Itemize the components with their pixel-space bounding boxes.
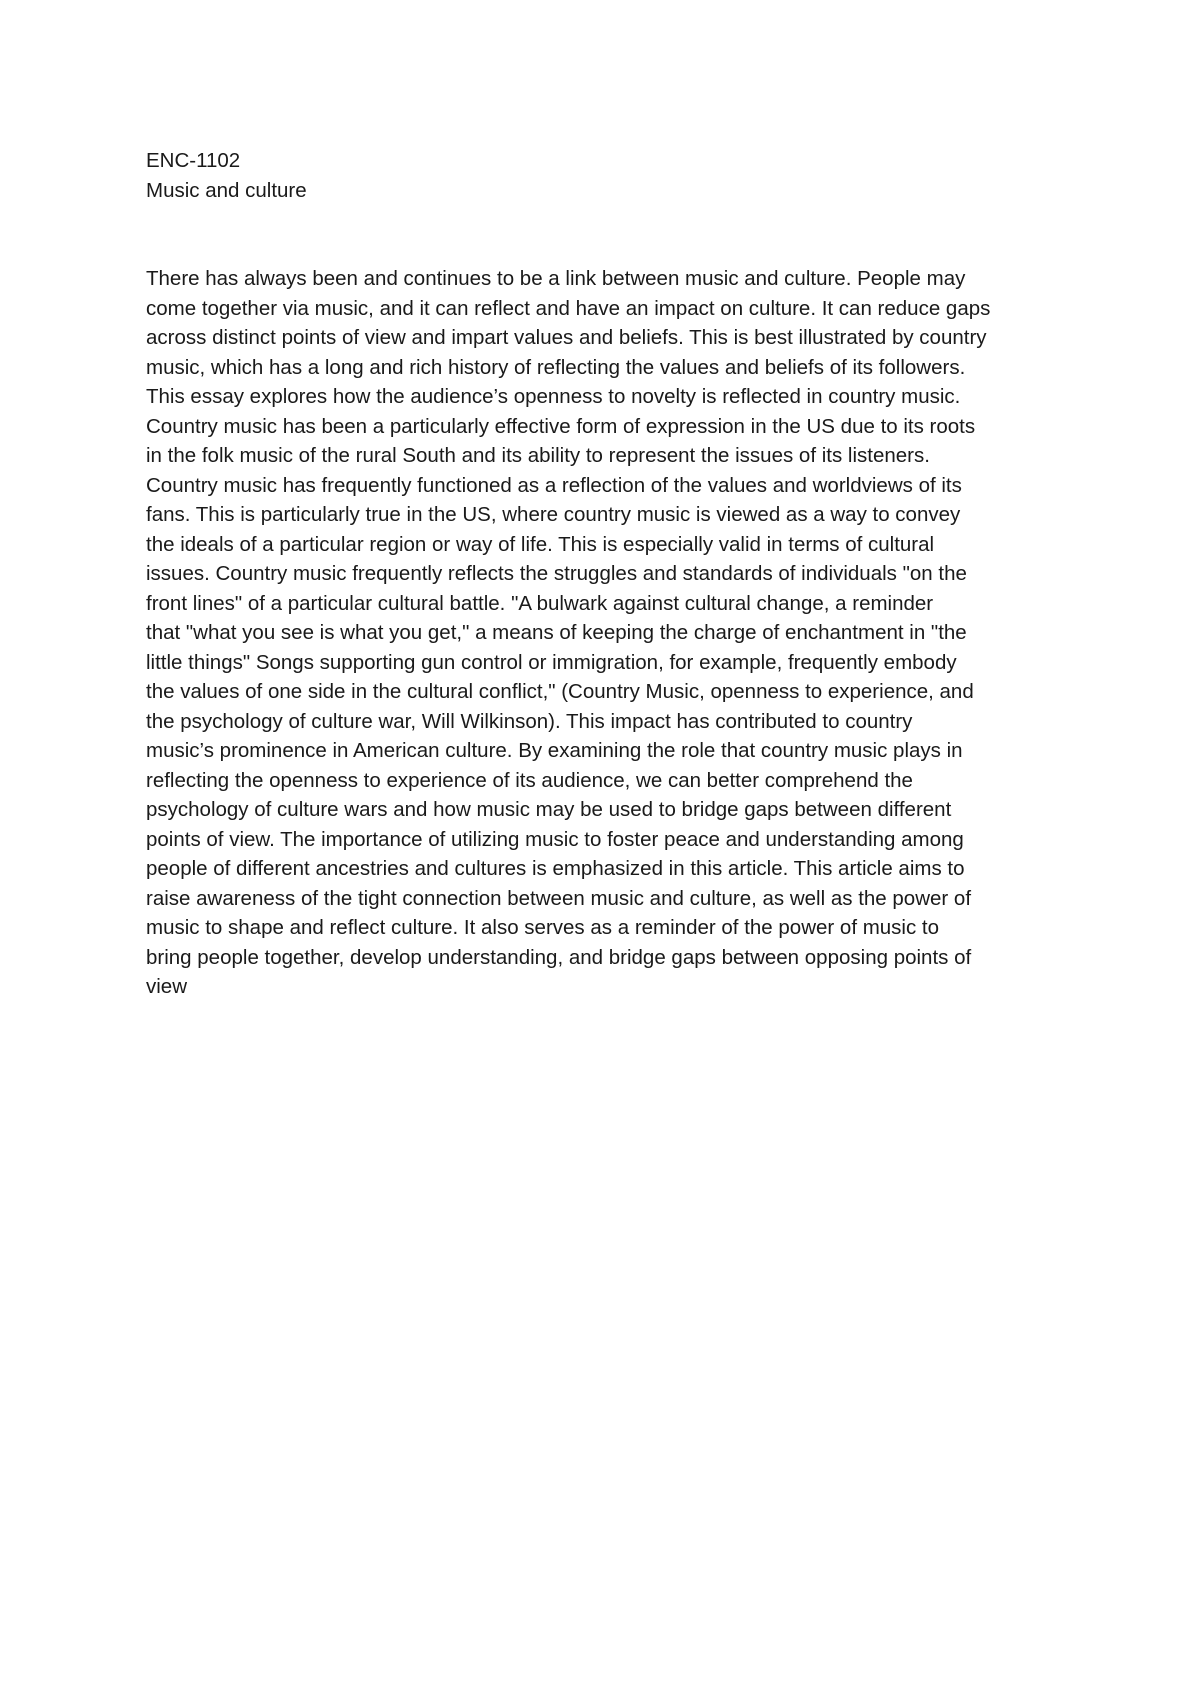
body-line: music’s prominence in American culture. By examining the role that country music plays in	[146, 739, 963, 762]
body-line: people of different ancestries and cultures is emphasized in this article. This article aims to	[146, 857, 965, 880]
body-line: come together via music, and it can reflect and have an impact on culture. It can reduce gaps	[146, 296, 991, 320]
body-line: There has always been and continues to be a link between music and culture. People may	[146, 267, 966, 290]
body-line: Country music has frequently functioned as a reflection of the values and worldviews of its	[146, 473, 962, 497]
spacer	[146, 205, 1066, 264]
body-line: psychology of culture wars and how music may be used to bridge gaps between different	[146, 798, 952, 821]
body-line: bring people together, develop understanding, and bridge gaps between opposing points of	[146, 945, 972, 969]
body-line: issues. Country music frequently reflects the struggles and standards of individuals "on the	[146, 562, 967, 585]
course-code: ENC-1102	[146, 149, 241, 172]
body-line: reflecting the openness to experience of its audience, we can better comprehend the	[146, 768, 913, 792]
body-line: view	[146, 975, 188, 998]
body-line: points of view. The importance of utilizing music to foster peace and understanding among	[146, 827, 964, 851]
body-line: the values of one side in the cultural conflict," (Country Music, openness to experience, and	[146, 680, 974, 703]
body-line: Country music has been a particularly effective form of expression in the US due to its roots	[146, 414, 976, 438]
body-line: fans. This is particularly true in the US, where country music is viewed as a way to convey	[146, 503, 961, 526]
document-content	[146, 146, 1066, 1002]
body-line: little things" Songs supporting gun control or immigration, for example, frequently embody	[146, 650, 957, 674]
body-line: in the folk music of the rural South and its ability to represent the issues of its listeners.	[146, 444, 930, 467]
body-line: front lines" of a particular cultural battle. "A bulwark against cultural change, a reminder	[146, 591, 934, 615]
body-line: that "what you see is what you get," a means of keeping the charge of enchantment in "the	[146, 621, 967, 644]
body-line: music to shape and reflect culture. It also serves as a reminder of the power of music to	[146, 916, 940, 939]
body-line: the psychology of culture war, Will Wilkinson). This impact has contributed to country	[146, 709, 913, 733]
document-title: Music and culture	[146, 178, 307, 202]
body-line: This essay explores how the audience’s openness to novelty is reflected in country music.	[146, 385, 961, 408]
essay-body	[146, 264, 1066, 1002]
body-line: across distinct points of view and impart values and beliefs. This is best illustrated by country	[146, 326, 987, 349]
body-line: the ideals of a particular region or way of life. This is especially valid in terms of cultural	[146, 532, 935, 556]
body-line: raise awareness of the tight connection between music and culture, as well as the power of	[146, 886, 972, 910]
body-line: music, which has a long and rich history of reflecting the values and beliefs of its followers.	[146, 355, 966, 379]
